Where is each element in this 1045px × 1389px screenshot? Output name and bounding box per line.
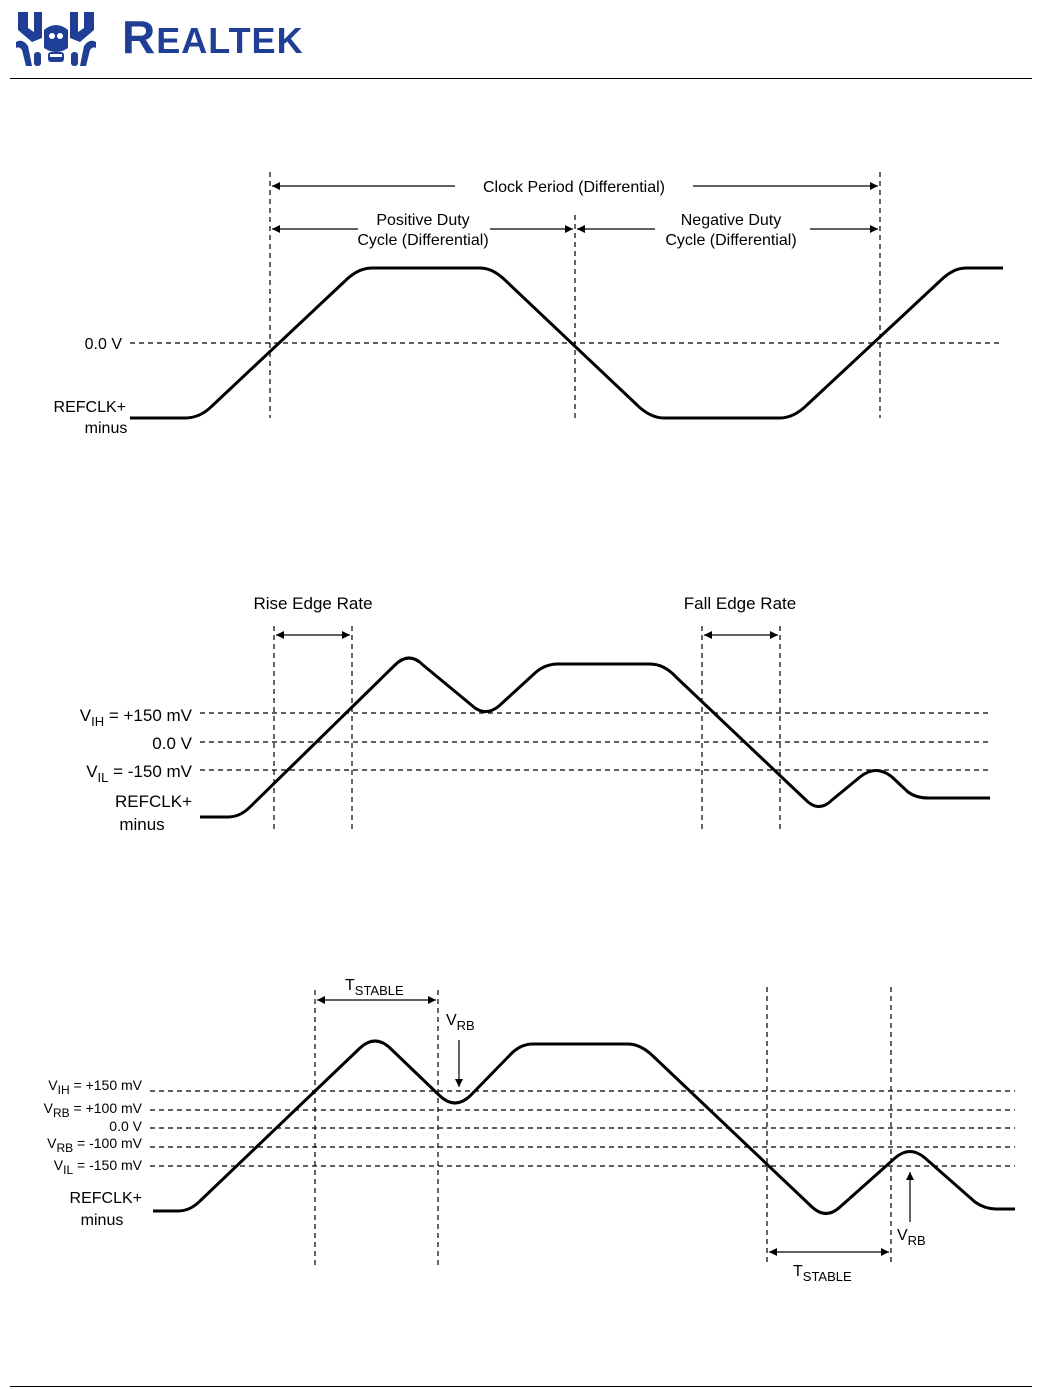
clock-period-label: Clock Period (Differential) (483, 179, 665, 196)
zero-volt-label: 0.0 V (84, 336, 122, 353)
signal-name-line2: minus (119, 815, 165, 834)
negative-duty-label-line1: Negative Duty (680, 212, 782, 229)
signal-name-line2: minus (80, 1212, 124, 1229)
brand-name: REALTEK (122, 11, 304, 63)
vrb-negative-label: VRB = -100 mV (47, 1135, 142, 1155)
clock-period-diagram (0, 160, 1045, 460)
zero-volt-label: 0.0 V (152, 734, 192, 753)
negative-duty-label-line2: Cycle (Differential) (665, 232, 797, 249)
footer-rule (10, 1386, 1032, 1387)
ringback-stability-diagram (0, 960, 1045, 1290)
rise-edge-rate-label: Rise Edge Rate (253, 594, 373, 613)
realtek-crab-logo-icon (14, 8, 98, 70)
tstable-label-bottom: $T_{STABLE}$ (793, 1263, 852, 1284)
vrb-positive-label: VRB = +100 mV (43, 1100, 142, 1120)
vih-label: VIH = +150 mV (48, 1077, 142, 1097)
signal-name-line2: minus (84, 420, 128, 437)
timing-guide-lines (130, 172, 1003, 418)
refclk-waveform (153, 1041, 1015, 1214)
page-header (0, 0, 1045, 80)
signal-name-line1: REFCLK+ (69, 1190, 142, 1207)
vrb-label-bottom: $V_{RB}$ (897, 1227, 926, 1248)
vih-label: $V_{IH} = +150$ mV (79, 706, 192, 729)
vil-label: VIL = -150 mV (53, 1157, 142, 1177)
edge-rate-diagram (0, 585, 1045, 845)
header-rule (10, 78, 1032, 79)
fall-edge-rate-label: Fall Edge Rate (683, 594, 797, 613)
tstable-label-top: $T_{STABLE}$ (345, 977, 404, 998)
zero-volt-label: 0.0 V (109, 1118, 142, 1134)
refclk-waveform (200, 658, 990, 817)
signal-name-line1: REFCLK+ (53, 399, 126, 416)
positive-duty-label-line1: Positive Duty (376, 212, 470, 229)
positive-duty-label-line2: Cycle (Differential) (357, 232, 489, 249)
timing-guide-lines (200, 626, 990, 832)
vil-label: $V_{IL} = -150$ mV (86, 762, 192, 785)
signal-name-line1: REFCLK+ (115, 792, 192, 811)
vrb-label-top: $V_{RB}$ (446, 1012, 475, 1033)
